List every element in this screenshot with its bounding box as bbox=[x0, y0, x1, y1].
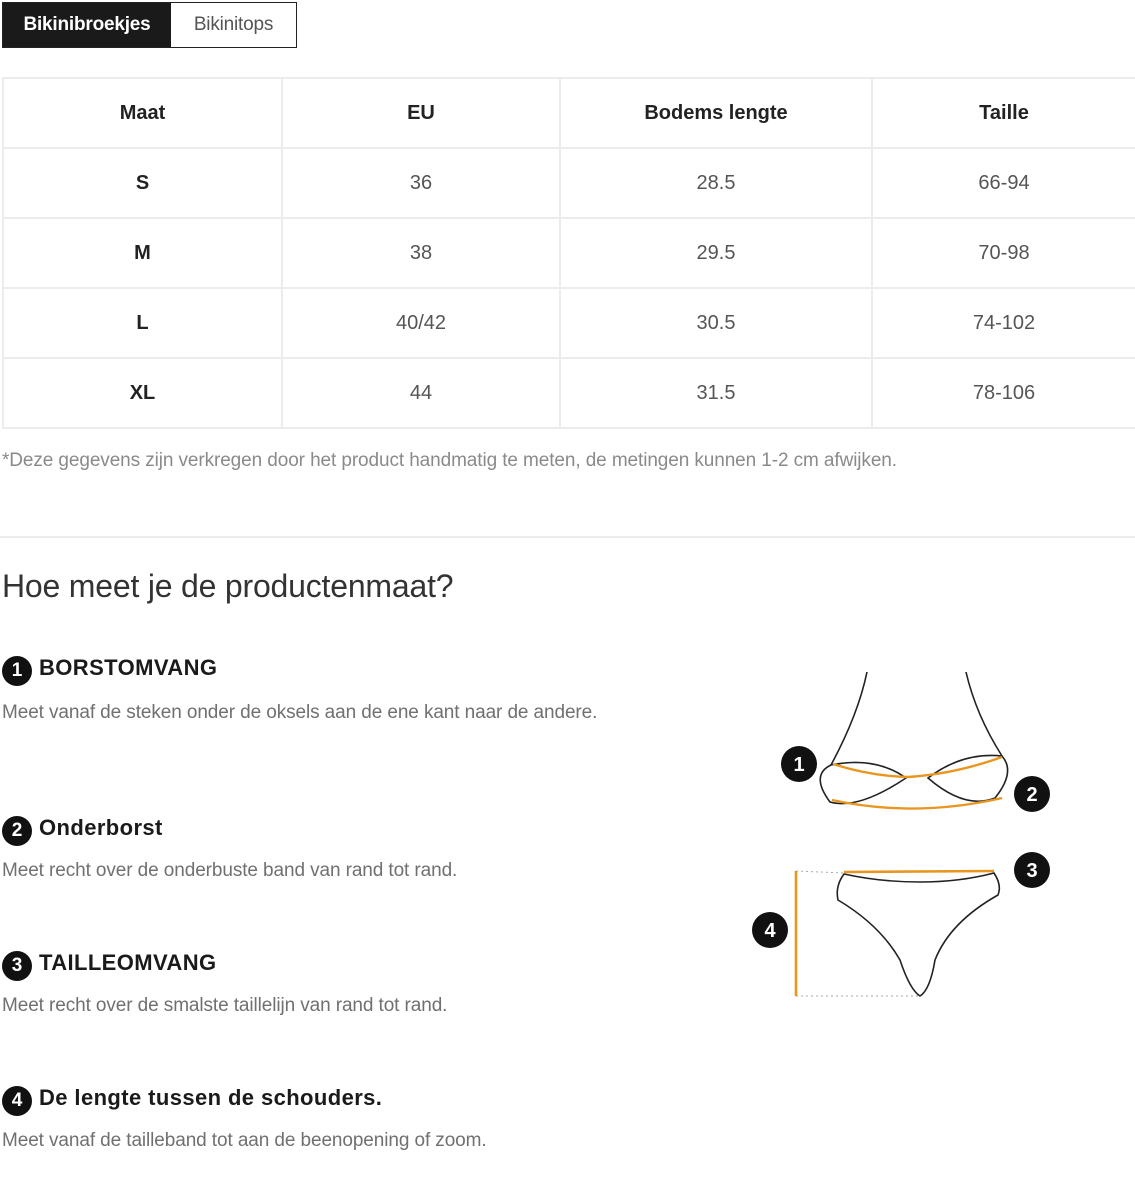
left-strap-line bbox=[831, 672, 867, 765]
size-tabs bbox=[2, 2, 297, 48]
step-description: Meet recht over de onderbuste band van rand tot rand. bbox=[2, 860, 458, 881]
table-cell: 78-106 bbox=[872, 358, 1135, 428]
table-row bbox=[3, 148, 1135, 218]
table-cell: 74-102 bbox=[872, 288, 1135, 358]
tab-bikinitops[interactable]: Bikinitops bbox=[171, 3, 296, 47]
badge-1-label: 1 bbox=[793, 754, 805, 776]
table-cell: 44 bbox=[282, 358, 560, 428]
right-cup-shape bbox=[928, 755, 1008, 801]
measurement-note: *Deze gegevens zijn verkregen door het product handmatig te meten, de metingen kunnen 1-2 cm afwijken. bbox=[2, 450, 897, 471]
table-row bbox=[3, 288, 1135, 358]
step-2 bbox=[2, 810, 642, 884]
step-title: BORSTOMVANG bbox=[39, 655, 218, 680]
step-number-badge: 2 bbox=[2, 816, 32, 846]
step-description: Meet vanaf de steken onder de oksels aan de ene kant naar de andere. bbox=[2, 702, 598, 723]
how-to-measure-title: Hoe meet je de productenmaat? bbox=[2, 568, 454, 604]
step-3 bbox=[2, 945, 642, 1019]
table-cell: 28.5 bbox=[560, 148, 872, 218]
table-cell: 29.5 bbox=[560, 218, 872, 288]
table-cell: 38 bbox=[282, 218, 560, 288]
header-bodems-lengte: Bodems lengte bbox=[560, 78, 872, 148]
step-description: Meet recht over de smalste taillelijn van rand tot rand. bbox=[2, 995, 448, 1016]
table-cell-size: M bbox=[3, 218, 282, 288]
waist-measure-line bbox=[844, 871, 994, 872]
left-cup-shape bbox=[820, 762, 906, 803]
bikini-measurement-diagram bbox=[740, 660, 1070, 1010]
table-row bbox=[3, 358, 1135, 428]
table-cell: 36 bbox=[282, 148, 560, 218]
table-cell-size: L bbox=[3, 288, 282, 358]
size-table bbox=[2, 77, 1135, 429]
table-cell: 66-94 bbox=[872, 148, 1135, 218]
table-cell: 30.5 bbox=[560, 288, 872, 358]
badge-4-label: 4 bbox=[764, 920, 776, 942]
bikini-bottom-shape bbox=[837, 873, 999, 996]
step-description: Meet vanaf de tailleband tot aan de beenopening of zoom. bbox=[2, 1130, 487, 1151]
table-cell: 40/42 bbox=[282, 288, 560, 358]
length-guide-top bbox=[796, 871, 844, 873]
step-1 bbox=[2, 650, 642, 726]
step-4 bbox=[2, 1080, 642, 1154]
tab-bikinibroekjes[interactable]: Bikinibroekjes bbox=[3, 3, 171, 47]
badge-3-label: 3 bbox=[1026, 860, 1038, 882]
table-row bbox=[3, 218, 1135, 288]
step-number-badge: 4 bbox=[2, 1086, 32, 1116]
table-cell: 70-98 bbox=[872, 218, 1135, 288]
step-number-badge: 3 bbox=[2, 951, 32, 981]
header-taille: Taille bbox=[872, 78, 1135, 148]
badge-2-label: 2 bbox=[1026, 784, 1038, 806]
step-number-badge: 1 bbox=[2, 656, 32, 686]
step-title: De lengte tussen de schouders. bbox=[39, 1085, 383, 1110]
table-cell-size: XL bbox=[3, 358, 282, 428]
header-maat: Maat bbox=[3, 78, 282, 148]
section-divider bbox=[0, 536, 1135, 538]
step-title: Onderborst bbox=[39, 815, 163, 840]
table-cell: 31.5 bbox=[560, 358, 872, 428]
table-cell-size: S bbox=[3, 148, 282, 218]
step-title: TAILLEOMVANG bbox=[39, 950, 217, 975]
table-header-row bbox=[3, 78, 1135, 148]
header-eu: EU bbox=[282, 78, 560, 148]
right-strap-line bbox=[966, 672, 1002, 756]
